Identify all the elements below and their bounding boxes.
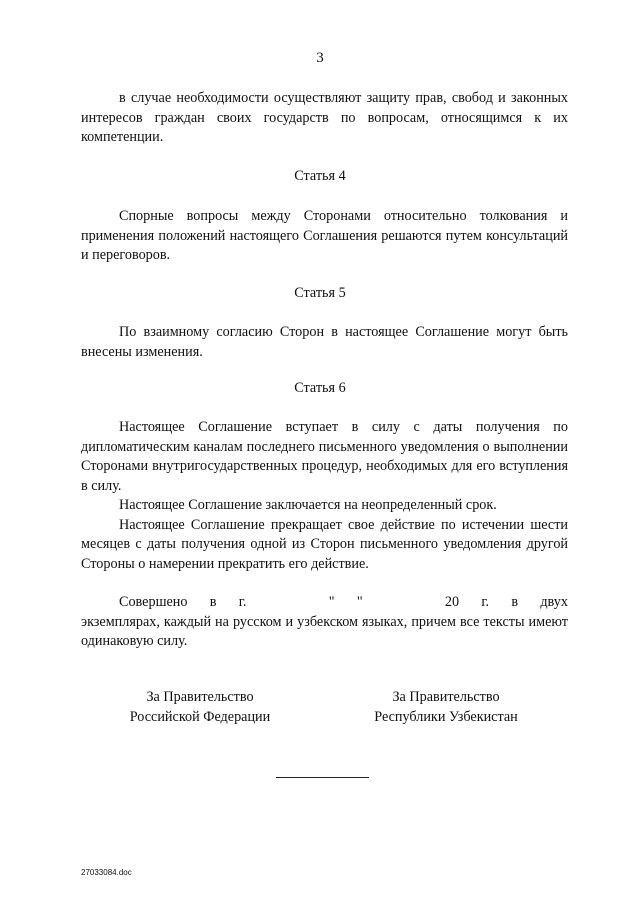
article-4-body [81, 207, 568, 266]
closing-word-3: г. [238, 594, 247, 610]
article-5-body [81, 323, 568, 362]
page-number: 3 [316, 50, 324, 66]
signature-russia-line1: За Правительство [146, 689, 254, 705]
closing-quote-close: " [356, 594, 363, 610]
closing-dated-line [81, 593, 568, 613]
signature-uzbekistan-line2: Республики Узбекистан [374, 708, 518, 725]
signature-uzbekistan-line1: За Правительство [392, 689, 500, 705]
closing-word-9: двух [540, 594, 568, 610]
article-6-paragraph-2: Настоящее Соглашение заключается на неопределенный срок. [119, 497, 497, 513]
closing-word-8: в [511, 594, 519, 610]
article-5-heading: Статья 5 [294, 285, 346, 301]
signature-russia-line2: Российской Федерации [129, 708, 271, 725]
article-5-paragraph-1: По взаимному согласию Сторон в настоящее Соглашение могут быть внесены изменения. [81, 324, 568, 360]
closing-word-1: Совершено [119, 594, 188, 610]
article-6-heading: Статья 6 [294, 380, 346, 396]
footer-filename: 27033084.doc [81, 868, 132, 877]
continuation-paragraph: в случае необходимости осуществляют защиту прав, свобод и законных интересов граждан своих государств по вопросам, относящимся к их компетенции. [81, 90, 568, 145]
closing-quote-open: " [328, 594, 335, 610]
closing-word-2: в [209, 594, 217, 610]
closing-rest: экземплярах, каждый на русском и узбекском языках, причем все тексты имеют одинаковую силу. [81, 613, 568, 649]
article-6-paragraph-3: Настоящее Соглашение прекращает свое действие по истечении шести месяцев с даты получения одной из Сторон письменного уведомления другой Стороны о намерении прекратить его действие. [81, 516, 568, 572]
closing-block [81, 593, 568, 652]
article-4-heading: Статья 4 [294, 168, 346, 184]
closing-word-7: г. [481, 594, 490, 610]
article-4-paragraph-1: Спорные вопросы между Сторонами относительно толкования и применения положений настоящего Соглашения решаются путем консультаций и переговоров. [81, 208, 568, 263]
signature-russia [110, 688, 290, 727]
continuation-block [81, 89, 568, 148]
closing-year: 20 [444, 594, 460, 610]
signature-uzbekistan [356, 688, 536, 727]
article-6-paragraph-1: Настоящее Соглашение вступает в силу с даты получения по дипломатическим каналам последнего письменного уведомления о выполнении Сторонами внутригосударственных процедур, необходимых для его вступления в силу. [81, 419, 568, 494]
end-rule [276, 777, 369, 778]
article-6-body [81, 418, 568, 574]
